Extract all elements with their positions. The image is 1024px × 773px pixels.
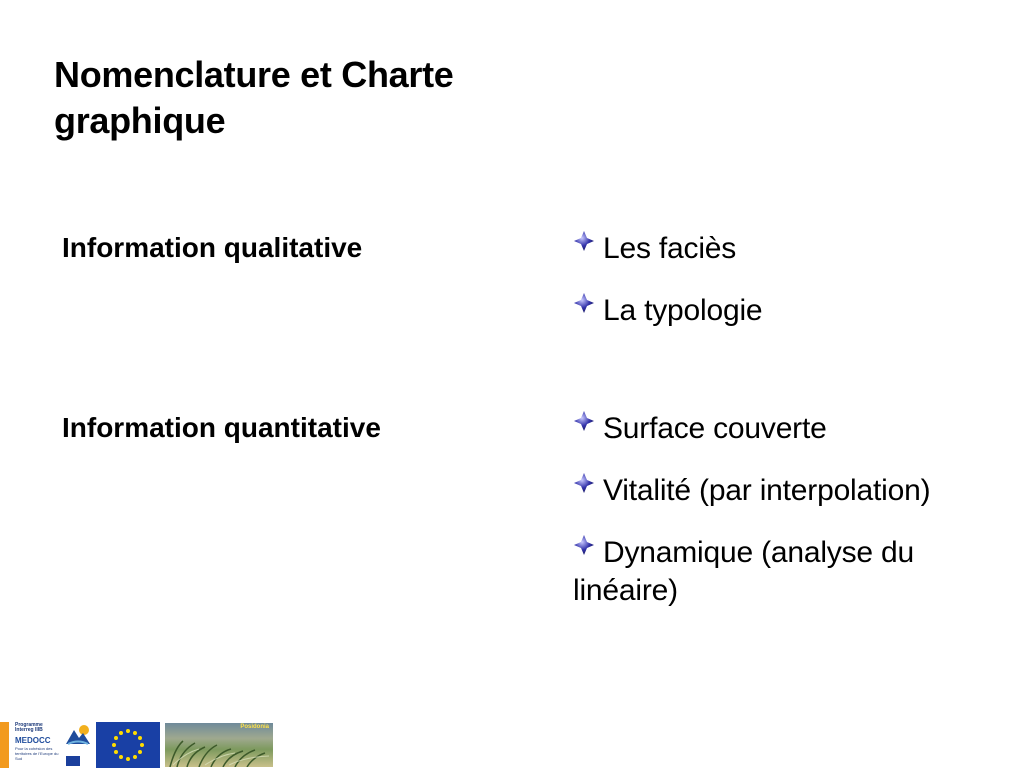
medocc-subtitle: Pour la cohésion des territoires de l'Europe du Sud	[15, 746, 59, 761]
bullet-text: Les faciès	[603, 232, 737, 265]
eu-flag-logo	[96, 722, 160, 768]
slide-title: Nomenclature et Charte graphique	[54, 54, 454, 141]
eu-flag-icon	[96, 722, 160, 768]
medocc-color-bar	[0, 722, 9, 768]
footer-logos	[0, 722, 280, 768]
diamond-star-icon	[573, 410, 595, 432]
section-label-qualitative: Information qualitative	[62, 232, 363, 263]
medocc-program-line1: Programme	[15, 722, 43, 728]
diamond-star-icon	[573, 472, 595, 494]
bullet-text: Vitalité (par interpolation)	[603, 474, 931, 507]
bullet-item	[573, 410, 1013, 448]
eu-mini-flag-icon	[66, 756, 80, 766]
seagrass-photo	[165, 723, 273, 767]
section-label-quantitative: Information quantitative	[62, 412, 381, 443]
photo-label: Posidonia	[240, 724, 269, 730]
bullet-text: Dynamique (analyse du linéaire)	[573, 536, 914, 607]
bullet-item	[573, 230, 1013, 268]
bullet-item	[573, 292, 1013, 330]
medocc-program-text	[15, 723, 65, 733]
bullet-list-quantitative	[573, 410, 1013, 634]
bullet-item	[573, 534, 1013, 610]
diamond-star-icon	[573, 534, 595, 556]
diamond-star-icon	[573, 230, 595, 252]
bullet-text: La typologie	[603, 294, 763, 327]
bullet-text: Surface couverte	[603, 412, 827, 445]
medocc-program-line2: Interreg IIIB	[15, 727, 43, 733]
bullet-list-qualitative	[573, 230, 1013, 354]
diamond-star-icon	[573, 292, 595, 314]
medocc-logo	[0, 722, 94, 768]
medocc-name: MEDOCC	[15, 736, 51, 745]
bullet-item	[573, 472, 1013, 510]
medocc-logo-icon	[64, 724, 92, 746]
